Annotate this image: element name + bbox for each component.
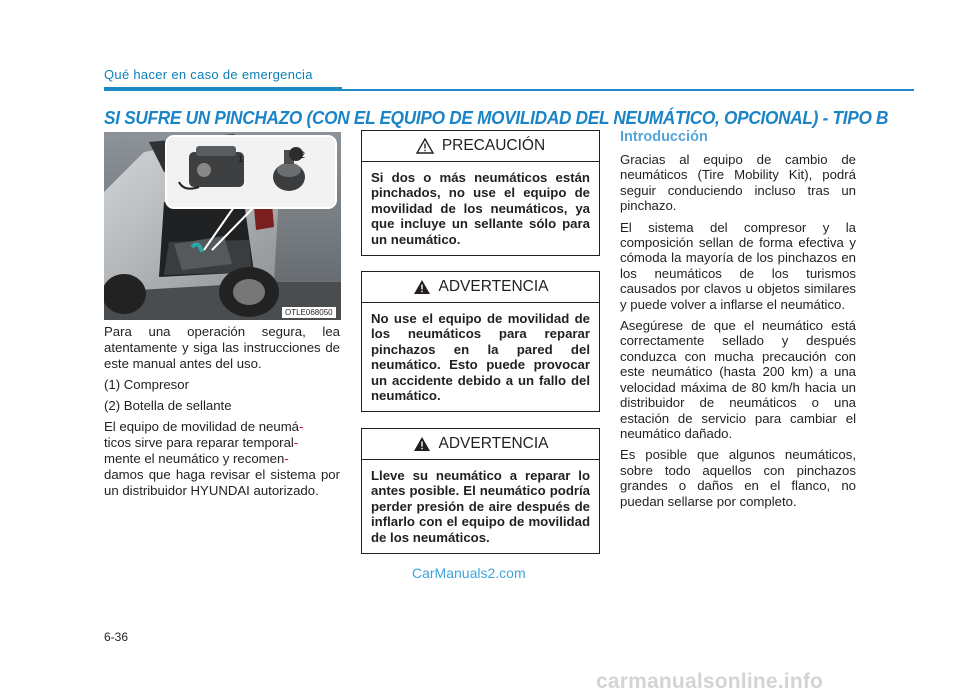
warning-header xyxy=(362,429,599,460)
left-column xyxy=(104,324,340,504)
caution-box xyxy=(361,130,600,256)
paragraph: Gracias al equipo de cambio de neumáticos (Tire Mobility Kit), podrá seguir conduciendo incluso tras un pinchazo. xyxy=(620,152,856,214)
warning-text: No use el equipo de movilidad de los neumáticos para reparar pinchazos en la pared del neumático. Esto puede provocar un accidente debido a un fallo del neumático. xyxy=(371,311,590,404)
page-number: 6-36 xyxy=(104,630,129,644)
figure-code: OTLE068050 xyxy=(282,307,336,318)
warning-title: ADVERTENCIA xyxy=(438,278,549,295)
warning-title: ADVERTENCIA xyxy=(438,435,549,452)
section-title: Qué hacer en caso de emergencia xyxy=(104,67,313,82)
warning-icon xyxy=(413,436,431,452)
hyphen-mark: - xyxy=(299,419,304,434)
caution-text: Si dos o más neumáticos están pinchados, no use el equipo de movilidad de los neumáticos, ya que incluye un sellante sólo para un neumático. xyxy=(371,170,590,247)
item-compressor: (1) Compresor xyxy=(104,377,190,392)
watermark-footer: carmanualsonline.info xyxy=(596,670,824,693)
caution-title: PRECAUCIÓN xyxy=(441,137,546,154)
hyphen-mark: - xyxy=(293,435,299,450)
hyphen-mark: - xyxy=(284,451,289,466)
warning-box xyxy=(361,271,600,412)
warning-text: Lleve su neumático a reparar lo antes posible. El neumático podría perder presión de aire después de inflarlo con el equipo de movilidad de los neumáticos. xyxy=(371,468,590,545)
warning-box xyxy=(361,428,600,554)
tire-mobility-kit-illustration xyxy=(104,132,341,320)
intro-paragraph: Para una operación segura, lea atentamente y siga las instrucciones de este manual antes del uso. xyxy=(104,324,340,371)
main-title: SI SUFRE UN PINCHAZO (CON EL EQUIPO DE MOVILIDAD DEL NEUMÁTICO, OPCIONAL) - TIPO B xyxy=(104,107,889,128)
warning-icon xyxy=(413,279,431,295)
introduction-heading: Introducción xyxy=(620,129,708,145)
watermark-link[interactable]: CarManuals2.com xyxy=(412,565,526,581)
paragraph: Es posible que algunos neumáticos, sobre todo aquellos con pinchazos grandes o daños en el flanco, no puedan sellarse por completo. xyxy=(620,447,856,509)
right-column xyxy=(620,152,856,515)
paragraph: El sistema del compresor y la composición sellan de forma efectiva y cómoda la mayoría de los pinchazos en los neumáticos de los turismos causados por clavos u objetos similares y puede volver a inflarse el neumático. xyxy=(620,219,856,312)
callout-2: 2 xyxy=(300,150,306,160)
header-rule-thick xyxy=(104,87,342,91)
paragraph: Asegúrese de que el neumático está correctamente sellado y después conduzca con mucha precaución con este neumático (hasta 200 km) a una velocidad máxima de 80 km/h hacia un distribuidor de neumáticos o una estación de servicio para cambiar el neumático dañado. xyxy=(620,318,856,441)
caution-icon xyxy=(416,138,434,154)
caution-header xyxy=(362,131,599,162)
callout-1: 1 xyxy=(238,154,244,164)
item-sealant-bottle: (2) Botella de sellante xyxy=(104,398,232,413)
header-rule-thin xyxy=(342,89,914,91)
description-paragraph: El equipo de movilidad de neumá- ticos sirve para reparar temporal- mente el neumático y recomen- damos que haga revisar el sistema por un distribuidor HYUNDAI autorizado. xyxy=(104,419,340,498)
warning-header xyxy=(362,272,599,303)
